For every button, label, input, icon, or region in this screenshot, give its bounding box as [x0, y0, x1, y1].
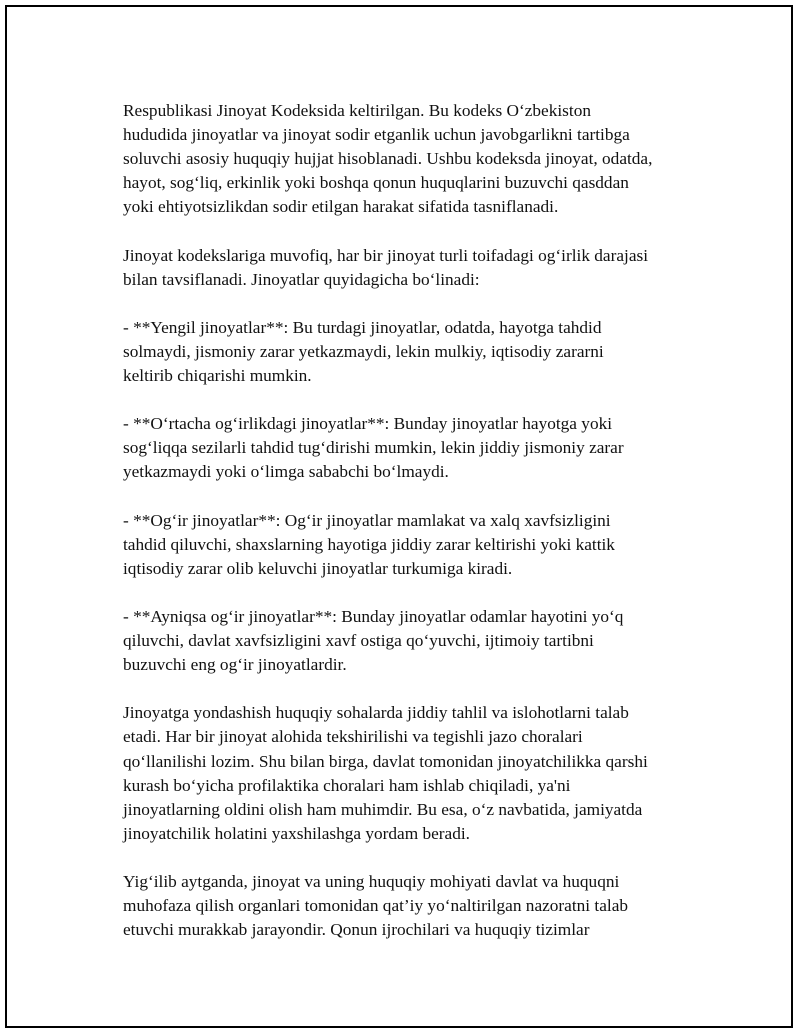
text-line: - **Og‘ir jinoyatlar**: Og‘ir jinoyatlar mamlakat va xalq xavfsizligini [123, 510, 611, 530]
text-line: muhofaza qilish organlari tomonidan qat’iy yo‘naltirilgan nazoratni talab [123, 896, 629, 916]
text-line: Yig‘ilib aytganda, jinoyat va uning huquqiy mohiyati davlat va huquqni [123, 872, 620, 891]
list-item-medium-crimes [123, 412, 683, 484]
text-line: jinoyatchilik holatini yaxshilashga yordam beradi. [123, 823, 470, 843]
text-line: bilan tavsiflanadi. Jinoyatlar quyidagicha bo‘linadi: [123, 269, 480, 289]
text-line: soluvchi asosiy huquqiy hujjat hisoblanadi. Ushbu kodeksda jinoyat, odatda, [123, 149, 653, 169]
text-line: Respublikasi Jinoyat Kodeksida keltirilgan. Bu kodeks O‘zbekiston [123, 101, 591, 120]
text-line: qo‘llanilishi lozim. Shu bilan birga, davlat tomonidan jinoyatchilikka qarshi [123, 751, 648, 771]
text-line: etadi. Har bir jinoyat alohida tekshirilishi va tegishli jazo choralari [123, 727, 583, 747]
text-line: kurash bo‘yicha profilaktika choralari ham ishlab chiqiladi, ya'ni [123, 775, 571, 795]
text-line: - **O‘rtacha og‘irlikdagi jinoyatlar**: Bunday jinoyatlar hayotga yoki [123, 414, 613, 434]
text-line: etuvchi murakkab jarayondir. Qonun ijrochilari va huquqiy tizimlar [123, 920, 590, 940]
text-line: keltirib chiqarishi mumkin. [123, 366, 312, 386]
text-line: sog‘liqqa sezilarli tahdid tug‘dirishi mumkin, lekin jiddiy jismoniy zarar [123, 438, 624, 458]
text-line: solmaydi, jismoniy zarar yetkazmaydi, lekin mulkiy, iqtisodiy zararni [123, 341, 604, 361]
text-line: yoki ehtiyotsizlikdan sodir etilgan harakat sifatida tasniflanadi. [123, 197, 559, 217]
document-body [123, 99, 683, 966]
text-line: hududida jinoyatlar va jinoyat sodir etganlik uchun javobgarlikni tartibga [123, 125, 630, 145]
text-line: buzuvchi eng og‘ir jinoyatlardir. [123, 655, 347, 675]
text-line: tahdid qiluvchi, shaxslarning hayotiga jiddiy zarar keltirishi yoki kattik [123, 534, 615, 554]
list-item-light-crimes [123, 316, 683, 388]
list-item-serious-crimes [123, 509, 683, 581]
text-line: Jinoyat kodekslariga muvofiq, har bir jinoyat turli toifadagi og‘irlik darajasi [123, 245, 649, 265]
paragraph-approach [123, 701, 683, 846]
paragraph-classification [123, 244, 683, 292]
text-line: Jinoyatga yondashish huquqiy sohalarda jiddiy tahlil va islohotlarni talab [123, 703, 629, 723]
text-line: yetkazmaydi yoki o‘limga sababchi bo‘lmaydi. [123, 462, 449, 482]
text-line: qiluvchi, davlat xavfsizligini xavf ostiga qo‘yuvchi, ijtimoiy tartibni [123, 631, 594, 651]
text-line: jinoyatlarning oldini olish ham muhimdir. Bu esa, o‘z navbatida, jamiyatda [123, 799, 643, 819]
text-line: - **Yengil jinoyatlar**: Bu turdagi jinoyatlar, odatda, hayotga tahdid [123, 317, 602, 337]
text-line: - **Ayniqsa og‘ir jinoyatlar**: Bunday jinoyatlar odamlar hayotini yo‘q [123, 606, 624, 626]
text-line: iqtisodiy zarar olib keluvchi jinoyatlar turkumiga kiradi. [123, 558, 513, 578]
paragraph-conclusion [123, 870, 683, 942]
page-frame [5, 5, 793, 1028]
list-item-grave-crimes [123, 605, 683, 677]
text-line: hayot, sog‘liq, erkinlik yoki boshqa qonun huquqlarini buzuvchi qasddan [123, 173, 629, 193]
paragraph-intro [123, 99, 683, 219]
